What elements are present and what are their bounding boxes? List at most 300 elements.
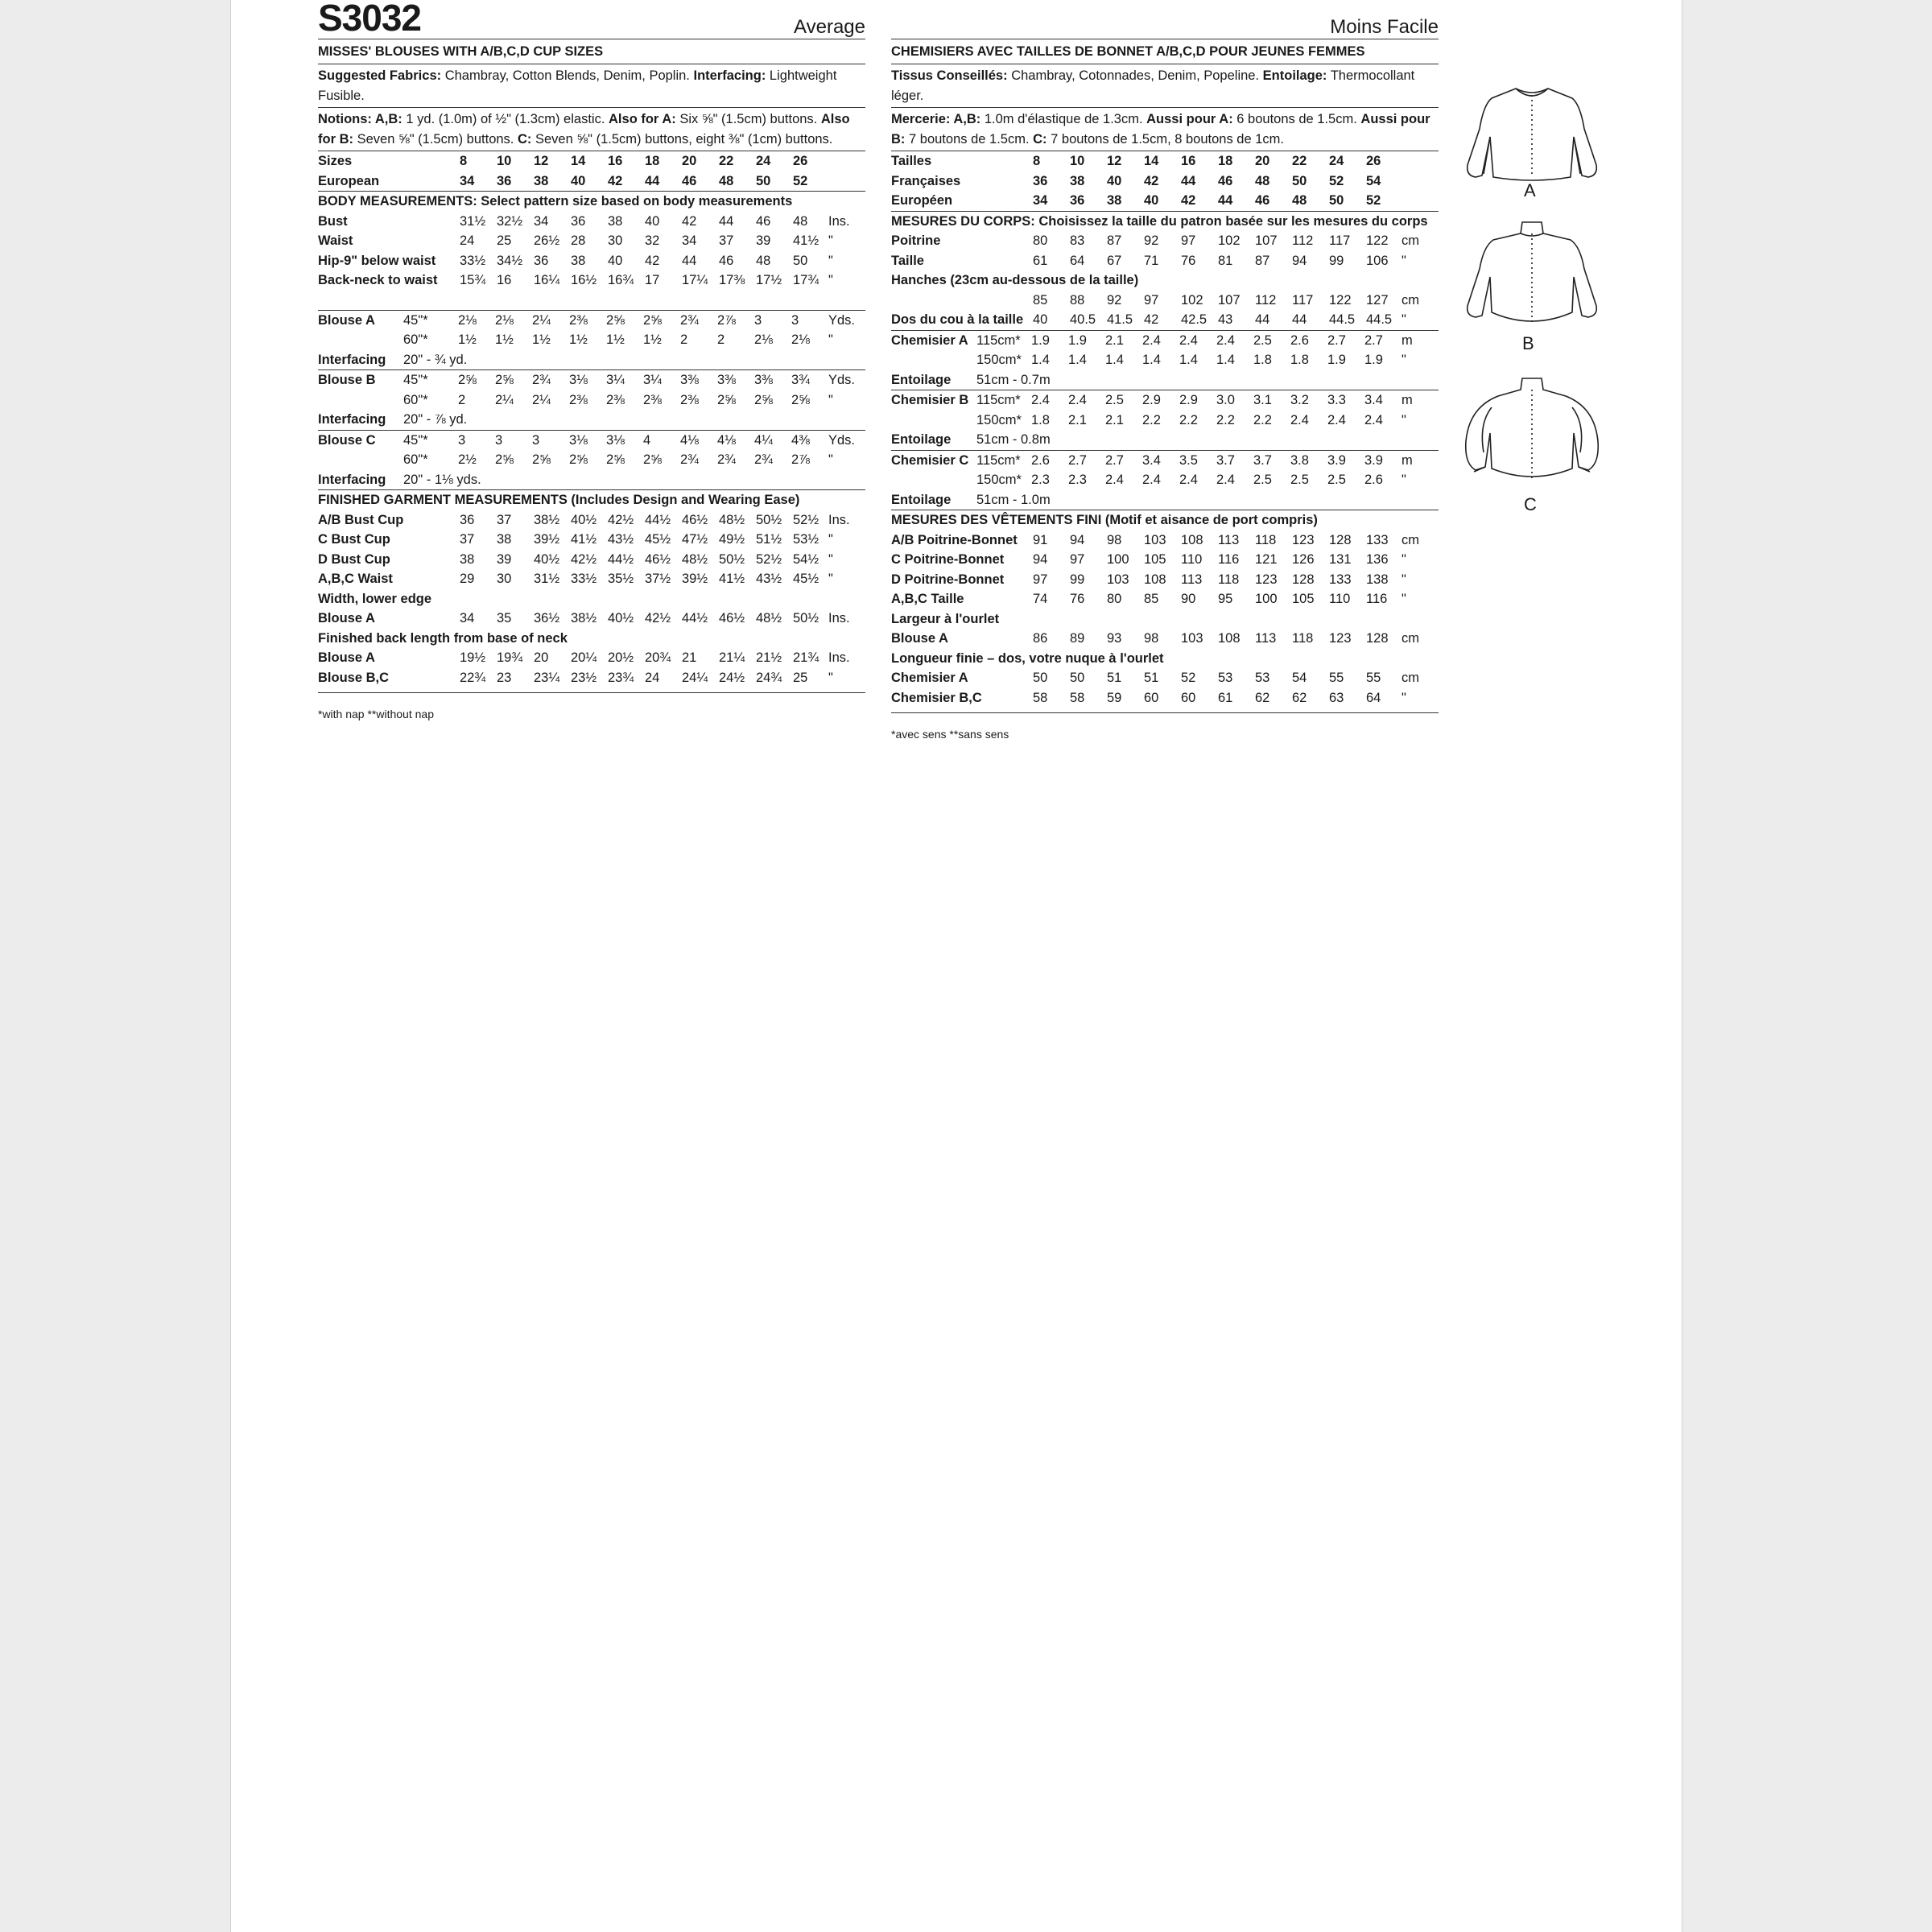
yardage-value: 3.7 (1216, 452, 1235, 468)
interfacing-amount: 20" - ¾ yd. (403, 352, 468, 367)
row-label: Taille (891, 253, 924, 268)
row-label: Poitrine (891, 233, 941, 248)
cell-value: 36½ (534, 611, 560, 625)
cell-value: 108 (1218, 631, 1241, 646)
cell-value: 71 (1144, 253, 1159, 268)
cell-value: 118 (1218, 572, 1240, 587)
yardage-group (891, 390, 1439, 451)
cell-value: 20¼ (571, 650, 597, 665)
unit-label: " (828, 670, 833, 685)
table-row (891, 629, 1439, 649)
yardage-value: 2¼ (495, 392, 514, 407)
finished-measurements-title: FINISHED GARMENT MEASUREMENTS (Includes Design and Wearing Ease) (318, 493, 800, 507)
yardage-tables (318, 311, 865, 491)
cell-value: 62 (1292, 690, 1307, 705)
cell-value: 16 (497, 273, 512, 287)
cell-value: 52 (1181, 671, 1196, 685)
yardage-value: 2.5 (1105, 393, 1124, 407)
cell-value: 37½ (645, 572, 671, 586)
cell-value: 38 (460, 551, 475, 567)
unit-label: m (1402, 332, 1413, 348)
cell-value: 40½ (608, 611, 634, 625)
yardage-value: 1½ (458, 332, 477, 347)
body-measurements-table (318, 212, 865, 291)
row-label: Blouse A (318, 611, 375, 625)
cell-value: 118 (1292, 631, 1314, 646)
cell-value: 52½ (756, 551, 782, 567)
yardage-value: 2⅜ (680, 392, 699, 407)
yardage-value: 4⅛ (680, 432, 699, 448)
cell-value: 50 (1329, 193, 1344, 208)
cell-value: 50½ (719, 551, 745, 567)
unit-label: Yds. (828, 373, 856, 387)
view-label: Chemisier B (891, 393, 969, 407)
cell-value: 43½ (608, 532, 634, 547)
cell-value: 131 (1329, 552, 1352, 567)
row-label: Bust (318, 213, 348, 229)
cell-value: 94 (1292, 253, 1307, 268)
cell-value: 133 (1366, 532, 1389, 547)
yardage-row (891, 350, 1439, 370)
cell-value: 113 (1218, 532, 1240, 547)
interfacing-row (318, 410, 865, 430)
view-label: Chemisier A (891, 332, 968, 348)
yardage-value: 3¼ (643, 373, 662, 387)
unit-label: " (828, 332, 833, 347)
yardage-value: 1.9 (1364, 353, 1383, 367)
table-row (891, 231, 1439, 251)
cell-value: 113 (1255, 631, 1277, 646)
unit-label: m (1402, 452, 1413, 468)
yardage-value: 2.7 (1068, 452, 1087, 468)
yardage-value: 2.7 (1105, 452, 1124, 468)
yardage-row (318, 330, 865, 350)
cell-value: 15¾ (460, 273, 486, 287)
cell-value: 42 (645, 253, 660, 268)
unit-label: " (828, 572, 833, 586)
fabric-width: 45"* (403, 312, 428, 328)
cell-value: 97 (1181, 233, 1196, 248)
yardage-value: 2¼ (532, 312, 551, 328)
yardage-value: 3¼ (606, 373, 625, 387)
unit-label: " (1402, 552, 1406, 567)
yardage-value: 3.2 (1290, 393, 1309, 407)
cell-value: 24 (460, 233, 475, 248)
cell-value: 42 (1181, 193, 1196, 208)
cell-value: 92 (1107, 292, 1122, 308)
cell-value: 38½ (571, 611, 597, 625)
cell-value: 31½ (460, 213, 486, 229)
yardage-value: 3 (754, 312, 762, 328)
yardage-value: 3.1 (1253, 393, 1272, 407)
cell-value: 34½ (497, 253, 523, 268)
cell-value: 17⅜ (719, 273, 745, 287)
pattern-envelope-back (230, 0, 1682, 1932)
cell-value: 138 (1366, 572, 1389, 587)
yardage-value: 3.4 (1142, 452, 1161, 468)
yardage-value: 2¼ (532, 392, 551, 407)
yardage-value: 2¾ (680, 452, 699, 467)
view-label: Blouse B (318, 373, 376, 387)
unit-label: " (1402, 690, 1406, 705)
interfacing-text-fr: Thermocollant léger. (891, 68, 1415, 103)
cell-value: 18 (1218, 154, 1233, 168)
cell-value: 42½ (571, 551, 597, 567)
interfacing-amount: 51cm - 0.8m (976, 432, 1051, 447)
unit-label: " (828, 532, 833, 547)
cell-value: 23 (497, 670, 512, 685)
table-row (318, 569, 865, 589)
yardage-value: 2¾ (754, 452, 773, 467)
yardage-value: 3⅛ (606, 432, 625, 448)
yardage-value: 2.9 (1142, 393, 1161, 407)
cell-value: 62 (1255, 690, 1270, 705)
unit-label: cm (1402, 671, 1419, 685)
yardage-value: 2½ (458, 452, 477, 467)
cell-value: 46 (1218, 173, 1233, 188)
cell-value: 41½ (719, 572, 745, 586)
cell-value: 99 (1070, 572, 1085, 587)
yardage-value: 3 (495, 432, 503, 448)
cell-value: 38 (1107, 193, 1122, 208)
cell-value: 117 (1329, 233, 1351, 248)
notions-label: Notions: A,B: (318, 112, 402, 126)
cell-value: 17 (645, 273, 660, 287)
difficulty-level-fr: Moins Facile (1330, 15, 1439, 38)
yardage-value: 2.2 (1253, 412, 1272, 427)
table-row (891, 310, 1439, 330)
cell-value: 40½ (571, 512, 597, 527)
cell-value: 107 (1218, 292, 1241, 308)
yardage-value: 1.4 (1179, 353, 1198, 367)
cell-value: 60 (1144, 690, 1159, 705)
yardage-value: 4⅛ (717, 432, 736, 448)
unit-label: Ins. (828, 213, 850, 229)
yardage-value: 3.3 (1327, 393, 1346, 407)
yardage-value: 2.4 (1031, 393, 1050, 407)
table-row (318, 668, 865, 688)
cell-value: 43 (1218, 312, 1233, 327)
cell-value: 55 (1329, 671, 1344, 685)
interfacing-amount: 51cm - 0.7m (976, 372, 1051, 387)
cell-value: 102 (1181, 292, 1203, 308)
interfacing-label-fr: Entoilage: (1262, 68, 1327, 83)
cell-value: 128 (1366, 631, 1389, 646)
cell-value: 128 (1292, 572, 1315, 587)
cell-value: 38 (571, 253, 586, 268)
cell-value: 41½ (571, 532, 597, 547)
interfacing-row (891, 490, 1439, 510)
unit-label: " (1402, 572, 1406, 587)
cell-value: 39 (497, 551, 512, 567)
yardage-value: 2.4 (1179, 473, 1198, 487)
cell-value: 133 (1329, 572, 1352, 587)
row-label: Finished back length from base of neck (318, 630, 568, 646)
yardage-value: 2.4 (1142, 332, 1161, 348)
fabrics-label: Suggested Fabrics: (318, 68, 442, 83)
interfacing-label: Interfacing (318, 472, 386, 487)
yardage-value: 1.9 (1327, 353, 1346, 367)
yardage-value: 2.4 (1068, 393, 1087, 407)
body-measurements-title: BODY MEASUREMENTS: Select pattern size based on body measurements (318, 194, 793, 208)
cell-value: 76 (1070, 592, 1085, 606)
unit-label: " (1402, 312, 1406, 327)
interfacing-amount: 20" - ⅞ yd. (403, 412, 468, 427)
yardage-value: 2 (717, 332, 725, 347)
unit-label: cm (1402, 532, 1419, 547)
table-row (318, 648, 865, 668)
cell-value: 38 (497, 532, 512, 547)
fabrics-text: Chambray, Cotton Blends, Denim, Poplin. (444, 68, 690, 83)
cell-value: 45½ (793, 572, 819, 586)
yardage-value: 2.1 (1105, 412, 1124, 427)
cell-value: 103 (1144, 532, 1166, 547)
cell-value: 93 (1107, 631, 1122, 646)
yardage-value: 3⅛ (569, 373, 588, 387)
english-column (318, 0, 865, 724)
cell-value: 52 (1366, 193, 1381, 208)
cell-value: 85 (1033, 292, 1048, 308)
cell-value: 100 (1255, 592, 1278, 606)
cell-value: 46 (1255, 193, 1270, 208)
sizes-table-fr (891, 151, 1439, 212)
fabrics-text-fr: Chambray, Cotonnades, Denim, Popeline. (1011, 68, 1260, 83)
cell-value: 44 (1218, 193, 1233, 208)
cell-value: 48 (756, 253, 771, 268)
row-label: Back-neck to waist (318, 273, 438, 287)
yardage-value: 2.4 (1327, 412, 1346, 427)
cell-value: 20 (534, 650, 549, 665)
cell-value: 113 (1181, 572, 1203, 587)
cell-value: 58 (1033, 690, 1048, 705)
c-label-fr: C: (1033, 131, 1047, 147)
unit-label: " (828, 273, 833, 287)
interfacing-row (891, 370, 1439, 390)
cell-value: 10 (497, 154, 512, 168)
yardage-value: 2.7 (1364, 332, 1383, 348)
cell-value: 64 (1366, 690, 1381, 705)
cell-value: 122 (1329, 292, 1352, 308)
cell-value: 41½ (793, 233, 819, 248)
fabric-width: 115cm* (976, 452, 1021, 468)
cell-value: 50½ (756, 512, 782, 527)
cell-value: 44.5 (1366, 312, 1393, 327)
yardage-value: 2⅝ (717, 392, 736, 407)
cell-value: 46½ (682, 512, 708, 527)
body-measurements (318, 192, 865, 311)
cell-value: 8 (460, 154, 468, 168)
yardage-row (318, 431, 865, 451)
yardage-row (891, 451, 1439, 471)
cell-value: 47½ (682, 532, 708, 547)
cell-value: 17½ (756, 273, 782, 287)
finished-measurements-title-fr: MESURES DES VÊTEMENTS FINI (Motif et aisance de port compris) (891, 513, 1318, 527)
table-row (891, 530, 1439, 551)
cell-value: 128 (1329, 532, 1352, 547)
cell-value: 48 (793, 213, 808, 229)
also-b-text-fr: 7 boutons de 1.5cm. (909, 131, 1030, 147)
yardage-row (318, 450, 865, 470)
drawing-label-c: C (1524, 494, 1537, 514)
yardage-value: 2⅛ (458, 312, 477, 328)
cell-value: 53 (1255, 671, 1270, 685)
notions-text-fr: 1.0m d'élastique de 1.3cm. (984, 112, 1143, 126)
row-label: Longueur finie – dos, votre nuque à l'ourlet (891, 650, 1164, 666)
cell-value: 118 (1255, 532, 1277, 547)
cell-value: 61 (1033, 253, 1048, 268)
yardage-value: 2.3 (1068, 473, 1087, 487)
yardage-value: 2⅛ (495, 312, 514, 328)
yardage-value: 3⅜ (754, 373, 773, 387)
yardage-value: 2.2 (1216, 412, 1235, 427)
cell-value: 52 (1329, 173, 1344, 188)
cell-value: 108 (1181, 532, 1203, 547)
unit-label: " (828, 551, 833, 567)
cell-value: 100 (1107, 552, 1129, 567)
yardage-value: 3⅜ (717, 373, 736, 387)
interfacing-row (318, 350, 865, 370)
table-row (318, 609, 865, 629)
fabric-width: 45"* (403, 432, 428, 448)
blouse-b-sketch-icon (1459, 219, 1604, 353)
cell-value: 116 (1366, 592, 1388, 606)
yardage-value: 2.5 (1290, 473, 1309, 487)
yardage-value: 2.9 (1179, 393, 1198, 407)
cell-value: 40.5 (1070, 312, 1096, 327)
table-row (318, 270, 865, 291)
cell-value: 112 (1292, 233, 1314, 248)
cell-value: 34 (534, 213, 549, 229)
cell-value: 37 (460, 532, 475, 547)
row-label: A,B,C Waist (318, 572, 393, 586)
cell-value: 37 (497, 512, 512, 527)
cell-value: 64 (1070, 253, 1085, 268)
cell-value: 26½ (534, 233, 560, 248)
yardage-value: 3 (791, 312, 799, 328)
cell-value: 20 (1255, 154, 1270, 168)
cell-value: 50 (793, 253, 808, 268)
row-label: Waist (318, 233, 353, 248)
yardage-value: 1.4 (1142, 353, 1161, 367)
yardage-value: 2.5 (1327, 473, 1346, 487)
cell-value: 21½ (756, 650, 782, 665)
yardage-value: 2.2 (1142, 412, 1161, 427)
drawing-label-a: A (1524, 180, 1536, 200)
fabrics-paragraph-fr (891, 64, 1439, 108)
table-row (891, 270, 1439, 291)
cell-value: 40 (608, 253, 623, 268)
table-row (318, 629, 865, 649)
cell-value: 103 (1107, 572, 1129, 587)
cell-value: 42½ (608, 512, 634, 527)
table-row (318, 212, 865, 232)
table-row (891, 589, 1439, 609)
cell-value: 38 (1070, 173, 1085, 188)
cell-value: 17¼ (682, 273, 708, 287)
cell-value: 44.5 (1329, 312, 1356, 327)
cell-value: 24 (1329, 154, 1344, 168)
cell-value: 110 (1329, 592, 1351, 606)
unit-label: " (1402, 353, 1406, 367)
cell-value: 26 (1366, 154, 1381, 168)
notions-paragraph-fr (891, 108, 1439, 151)
cell-value: 28 (571, 233, 586, 248)
cell-value: 127 (1366, 292, 1389, 308)
yardage-value: 2⅝ (495, 452, 514, 467)
yardage-group (318, 431, 865, 491)
unit-label: " (1402, 253, 1406, 268)
cell-value: 43½ (756, 572, 782, 586)
row-label: Blouse A (891, 631, 948, 646)
yardage-row (318, 311, 865, 331)
cell-value: 123 (1292, 532, 1315, 547)
unit-label: " (1402, 412, 1406, 427)
yardage-value: 2⅝ (606, 312, 625, 328)
cell-value: 12 (534, 154, 549, 168)
cell-value: 8 (1033, 154, 1041, 168)
fabrics-paragraph (318, 64, 865, 108)
row-label: Tailles (891, 154, 932, 168)
yardage-value: 3.9 (1327, 452, 1346, 468)
cell-value: 50 (1292, 173, 1307, 188)
cell-value: 51 (1144, 671, 1159, 685)
yardage-value: 3.8 (1290, 452, 1309, 468)
interfacing-amount: 20" - 1⅛ yds. (403, 472, 481, 487)
cell-value: 16½ (571, 273, 597, 287)
cell-value: 39 (756, 233, 771, 248)
unit-label: cm (1402, 631, 1419, 646)
row-label: Chemisier A (891, 671, 968, 685)
notions-text: 1 yd. (1.0m) of ½" (1.3cm) elastic. (406, 112, 605, 126)
table-row (891, 609, 1439, 630)
cell-value: 16¾ (608, 273, 634, 287)
cell-value: 46½ (719, 611, 745, 625)
interfacing-label: Interfacing: (693, 68, 766, 83)
yardage-value: 2⅝ (643, 452, 662, 467)
cell-value: 112 (1255, 292, 1277, 308)
cell-value: 50 (1070, 671, 1085, 685)
cell-value: 44 (1292, 312, 1307, 327)
interfacing-label: Interfacing (318, 412, 386, 427)
yardage-value: 2.5 (1253, 473, 1272, 487)
cell-value: 46 (719, 253, 734, 268)
cell-value: 48½ (682, 551, 708, 567)
row-label: C Bust Cup (318, 532, 390, 547)
cell-value: 83 (1070, 233, 1085, 248)
cell-value: 40 (1144, 193, 1159, 208)
unit-label: " (828, 233, 833, 248)
cell-value: 40 (571, 173, 586, 188)
fabric-width: 150cm* (976, 353, 1022, 367)
cell-value: 36 (497, 173, 512, 188)
blouse-c-sketch-icon (1459, 375, 1604, 514)
cell-value: 61 (1218, 690, 1233, 705)
cell-value: 122 (1366, 233, 1389, 248)
cell-value: 42 (682, 213, 697, 229)
cell-value: 23½ (571, 670, 597, 685)
header-en (318, 0, 865, 39)
cell-value: 46 (756, 213, 771, 229)
cell-value: 123 (1255, 572, 1278, 587)
yardage-row (318, 390, 865, 411)
yardage-value: 2⅝ (532, 452, 551, 467)
difficulty-level: Average (794, 15, 865, 38)
yardage-value: 2.4 (1179, 332, 1198, 348)
cell-value: 116 (1218, 552, 1240, 567)
cell-value: 48 (1292, 193, 1307, 208)
c-text-fr: 7 boutons de 1.5cm, 8 boutons de 1cm. (1051, 131, 1284, 147)
c-label: C: (517, 131, 532, 147)
